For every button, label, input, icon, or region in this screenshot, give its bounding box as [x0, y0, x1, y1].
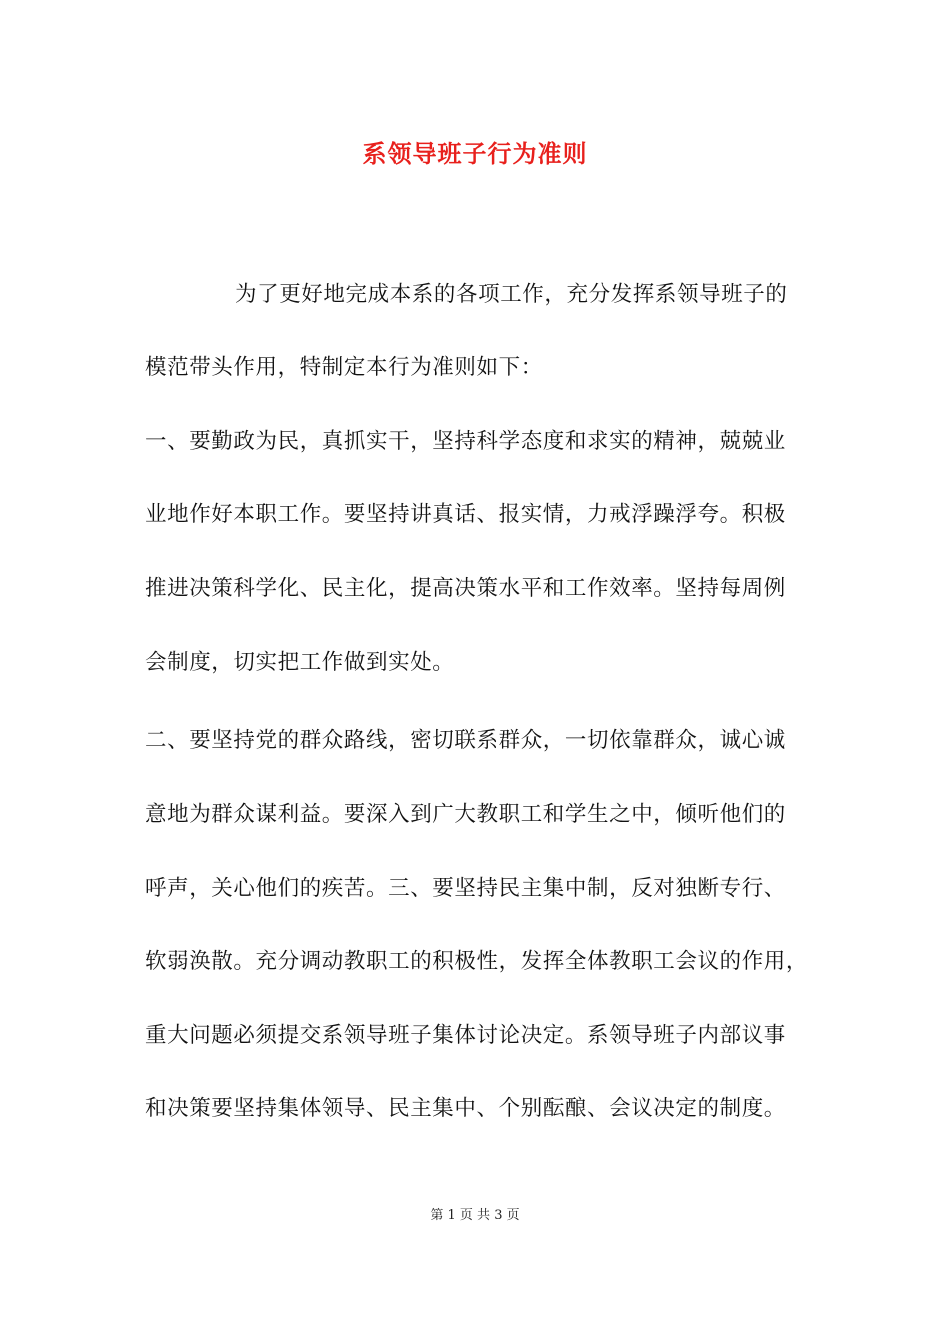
body-line: 会制度，切实把工作做到实处。 — [145, 650, 455, 675]
body-line: 和决策要坚持集体领导、民主集中、个别酝酿、会议决定的制度。 — [145, 1096, 786, 1121]
body-line: 推进决策科学化、民主化，提高决策水平和工作效率。坚持每周例 — [145, 576, 786, 601]
body-line: 意地为群众谋利益。要深入到广大教职工和学生之中，倾听他们的 — [145, 802, 786, 827]
body-line: 软弱涣散。充分调动教职工的积极性，发挥全体教职工会议的作用， — [145, 949, 809, 974]
body-line: 为了更好地完成本系的各项工作，充分发挥系领导班子的 — [235, 282, 788, 307]
body-line: 模范带头作用，特制定本行为准则如下： — [145, 355, 543, 380]
body-line: 一、要勤政为民，真抓实干，坚持科学态度和求实的精神，兢兢业 — [145, 429, 786, 454]
body-line: 重大问题必须提交系领导班子集体讨论决定。系领导班子内部议事 — [145, 1023, 786, 1048]
body-line: 呼声，关心他们的疾苦。三、要坚持民主集中制，反对独断专行、 — [145, 876, 786, 901]
document-title: 系领导班子行为准则 — [362, 139, 588, 168]
body-line: 业地作好本职工作。要坚持讲真话、报实情，力戒浮躁浮夸。积极 — [145, 502, 786, 527]
page-footer — [0, 1207, 950, 1225]
page-number: 第 1 页 共 3 页 — [430, 1208, 520, 1223]
body-line: 二、要坚持党的群众路线，密切联系群众，一切依靠群众，诚心诚 — [145, 728, 786, 753]
